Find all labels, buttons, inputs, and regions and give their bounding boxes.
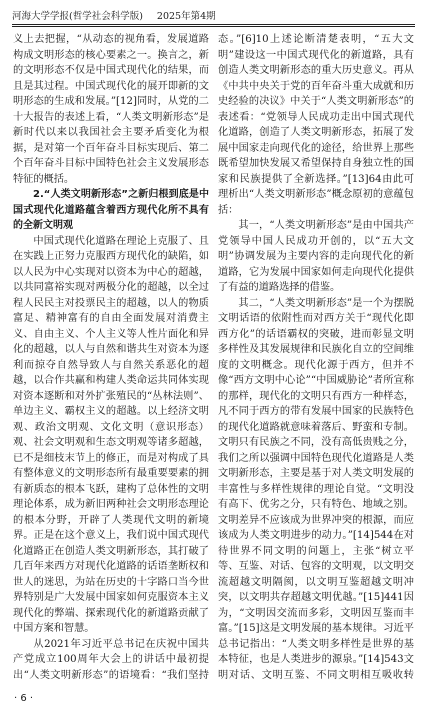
issue-label: 2025年第4期 xyxy=(156,11,216,22)
header-rule-thin xyxy=(12,26,415,27)
left-column xyxy=(13,32,209,680)
right-column xyxy=(218,32,414,680)
paragraph: 其二，“人类文明新形态”是一个为摆脱文明话语的依附性而对西方关于“现代化即西方化”的话语霸权的突破，进而彰显文明多样性及其发展规律和民族化自立的空间维度的文明概念。现代化源于西方，但并不像“西方文明中心论”“中国威胁论”者所宣称的那样，现代化的文明只有西方一种样态，凡不同于西方的带有发展中国家的民族特色的现代化道路就意味着落后、野蛮和专制。文明只有民族之不同，没有高低贵贱之分，我们之所以强调中国特色现代化道路是人类文明新形态，主要是基于对人类文明发展的丰富性与多样性规律的理论自觉。“文明没有高下、优劣之分，只有特色、地域之别。文明差异不应该成为世界冲突的根源，而应该成为人类文明进步的动力。”[14]544在对待世界不同文明的问题上，主张“树立平等、互鉴、对话、包容的文明观，以文明交流超越文明隔阂，以文明互鉴超越文明冲突，以文明共存超越文明优越。”[15]441因为，“文明因交流而多彩，文明因互鉴而丰富。”[15]这是文明发展的基本规律。习近平总书记指出：“人类文明多样性是世界的基本特征，也是人类进步的源泉。”[14]543文明对话、文明互鉴、不同文明相互吸收转 xyxy=(218,297,414,680)
page-number: · 6 · xyxy=(14,693,34,704)
paragraph: 态。”[6]10上述论断清楚表明，“五大文明”建设这一中国式现代化的新道路，具有创造人类文明新形态的重大历史意义。再从《中共中央关于党的百年奋斗重大成就和历史经验的决议》中关于“人类文明新形态”的表述看：“党领导人民成功走出中国式现代化道路，创造了人类文明新形态，拓展了发展中国家走向现代化的途径，给世界上那些既希望加快发展又希望保持自身独立性的国家和民族提供了全新选择。”[13]64由此可理析出“人类文明新形态”概念原初的意蕴包括： xyxy=(218,34,414,216)
paragraph: 其一，“人类文明新形态”是由中国共产党领导中国人民成功开创的，以“五大文明”协调发展为主要内容的走向现代化的新道路，它为发展中国家如何走向现代化提供了有益的道路选择的借鉴。 xyxy=(218,220,414,293)
section-heading: 2.“人类文明新形态”之新归根到底是中国式现代化道路蕴含着西方现代化所不具有的全新文明观 xyxy=(13,189,209,231)
paragraph: 义上去把握，“从动态的视角看，发展道路构成文明形态的核心要素之一。换言之，新的文明形态不仅是中国式现代化的结果，而且是其过程。中国式现代化的展开即新的文明形态的生成和发展。”[12]同时，从党的二十大报告的表述上看，“人类文明新形态”是新时代以来以我国社会主要矛盾变化为根据，是对第一个百年奋斗目标实现后、第二个百年奋斗目标中国特色社会主义发展形态特征的概括。 xyxy=(13,34,209,185)
paragraph: 从2021年习近平总书记在庆祝中国共产党成立100周年大会上的讲话中最初提出“人类文明新形态”的语境看：“我们坚持 xyxy=(13,638,209,680)
paragraph: 中国式现代化道路在理论上克服了、且在实践上正努力克服西方现代化的缺陷，如以人民为中心实现对以资本为中心的超越，以共同富裕实现对两极分化的超越，以全过程人民民主对投票民主的超越，以人的物质富足、精神富有的自由全面发展对消费主义、自由主义、个人主义等人性片面化和异化的超越，以人与自然和谐共生对资本为逐利而掠夺自然导致人与自然关系恶化的超越，以合作共赢和构建人类命运共同体实现对资本逐断和对外扩张殖民的“丛林法则”、单边主义、霸权主义的超越。以上经济文明观、政治文明观、文化文明（意识形态）观、社会文明观和生态文明观等诸多超越，已不是细枝末节上的修正，而是对构成了具有整体意义的文明形态所有最重要要素的拥有新质态的根本飞跃，建构了总体性的文明理论体系，成为新旧两种社会文明形态理论的根本分野，开辟了人类现代文明的新境界。正是在这个意义上，我们说中国式现代化道路正在创造人类文明新形态，其打破了几百年来西方对现代化道路的话语垄断权和世人的迷思，为站在历史的十字路口当今世界特别是广大发展中国家如何克服资本主义现代化的弊端、探索现代化的新道路贡献了中国方案和智慧。 xyxy=(13,235,209,634)
journal-title: 河海大学学报(哲学社会科学版) xyxy=(12,11,143,22)
running-header xyxy=(12,6,415,22)
header-rule xyxy=(12,24,415,25)
